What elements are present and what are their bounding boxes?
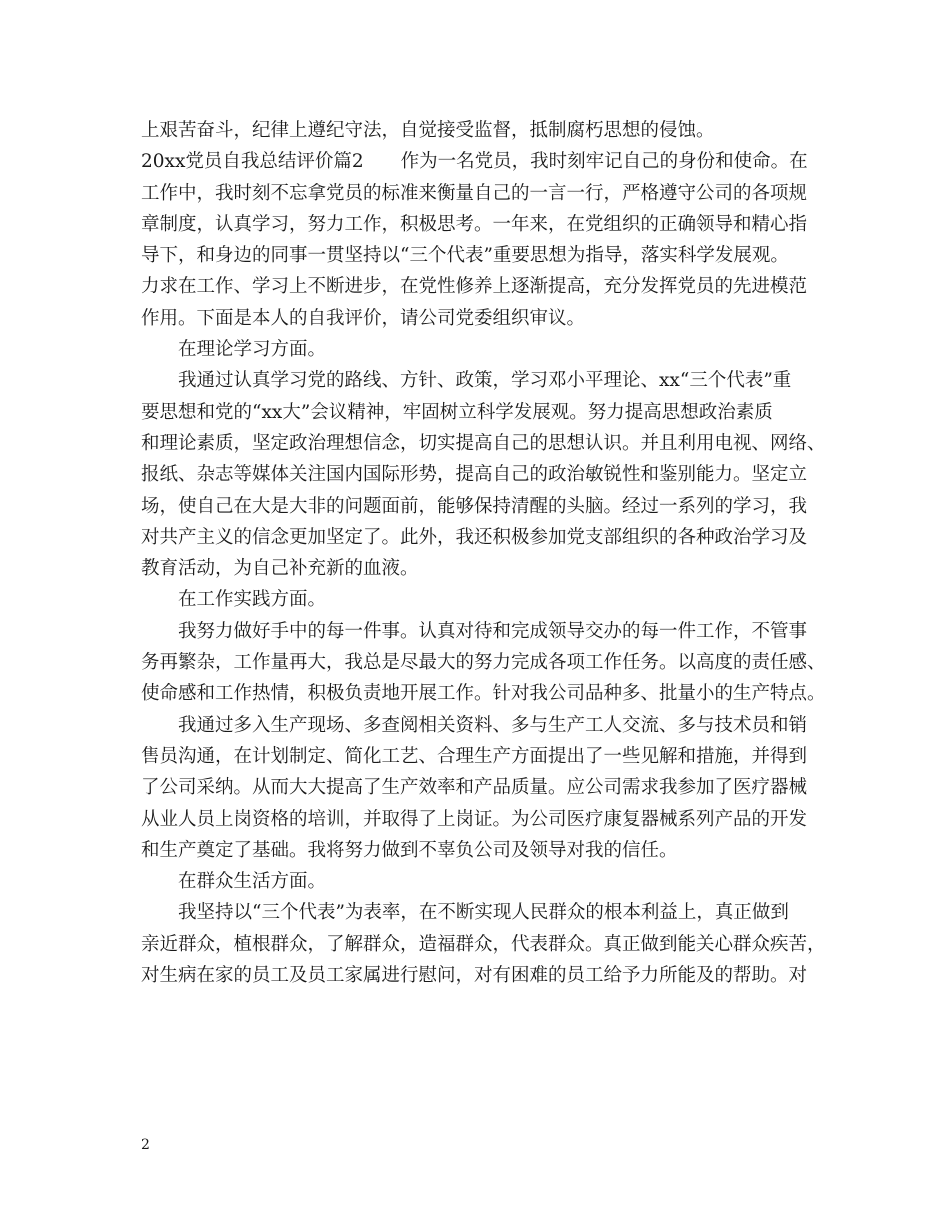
text-line: 工作中，我时刻不忘拿党员的标准来衡量自己的一言一行，严格遵守公司的各项规 — [141, 182, 808, 204]
text-line: 从业人员上岗资格的培训，并取得了上岗证。为公司医疗康复器械系列产品的开发 — [141, 808, 808, 830]
text-line: 我努力做好手中的每一件事。认真对待和完成领导交办的每一件工作，不管事 — [178, 620, 808, 642]
text-line: 章制度，认真学习，努力工作，积极思考。一年来，在党组织的正确领导和精心指 — [141, 213, 808, 235]
text-line: 力求在工作、学习上不断进步，在党性修养上逐渐提高，充分发挥党员的先进模范 — [141, 276, 808, 298]
text-line: 和生产奠定了基础。我将努力做到不辜负公司及领导对我的信任。 — [141, 839, 678, 861]
text-line: 和理论素质，坚定政治理想信念，切实提高自己的思想认识。并且利用电视、网络、 — [141, 432, 826, 454]
text-line: 我坚持以“三个代表”为表率，在不断实现人民群众的根本利益上，真正做到 — [178, 902, 789, 924]
document-body — [141, 115, 831, 991]
text-line: 报纸、杂志等媒体关注国内国际形势，提高自己的政治敏锐性和鉴别能力。坚定立 — [141, 464, 808, 486]
text-line: 使命感和工作热情，积极负责地开展工作。针对我公司品种多、批量小的生产特点。 — [141, 683, 826, 705]
text-line: 务再繁杂，工作量再大，我总是尽最大的努力完成各项工作任务。以高度的责任感、 — [141, 652, 826, 674]
text-line: 售员沟通，在计划制定、简化工艺、合理生产方面提出了一些见解和措施，并得到 — [141, 745, 808, 767]
text-line: 作用。下面是本人的自我评价，请公司党委组织审议。 — [141, 307, 586, 329]
text-line: 要思想和党的“xx大”会议精神，牢固树立科学发展观。努力提高思想政治素质 — [141, 401, 773, 423]
text-line: 对共产主义的信念更加坚定了。此外，我还积极参加党支部组织的各种政治学习及 — [141, 526, 808, 548]
page-number: 2 — [141, 1137, 150, 1153]
section-heading: 在工作实践方面。 — [178, 589, 327, 611]
text-line: 场，使自己在大是大非的问题面前，能够保持清醒的头脑。经过一系列的学习，我 — [141, 495, 808, 517]
text-line: 上艰苦奋斗，纪律上遵纪守法，自觉接受监督，抵制腐朽思想的侵蚀。 — [141, 120, 715, 141]
text-line: 我通过认真学习党的路线、方针、政策，学习邓小平理论、xx“三个代表”重 — [178, 370, 792, 392]
section-heading: 在群众生活方面。 — [178, 871, 327, 893]
text-line: 我通过多入生产现场、多查阅相关资料、多与生产工人交流、多与技术员和销 — [178, 714, 808, 736]
text-line: 导下，和身边的同事一贯坚持以“三个代表”重要思想为指导，落实科学发展观。 — [141, 245, 789, 267]
section-heading: 在理论学习方面。 — [178, 339, 327, 361]
text-line: 了公司采纳。从而大大提高了生产效率和产品质量。应公司需求我参加了医疗器械 — [141, 777, 808, 799]
text-line: 对生病在家的员工及员工家属进行慰问，对有困难的员工给予力所能及的帮助。对 — [141, 965, 808, 987]
text-line: 教育活动，为自己补充新的血液。 — [141, 558, 419, 580]
text-line: 20xx党员自我总结评价篇2 作为一名党员，我时刻牢记自己的身份和使命。在 — [141, 151, 808, 173]
text-line: 亲近群众，植根群众，了解群众，造福群众，代表群众。真正做到能关心群众疾苦， — [141, 933, 826, 955]
